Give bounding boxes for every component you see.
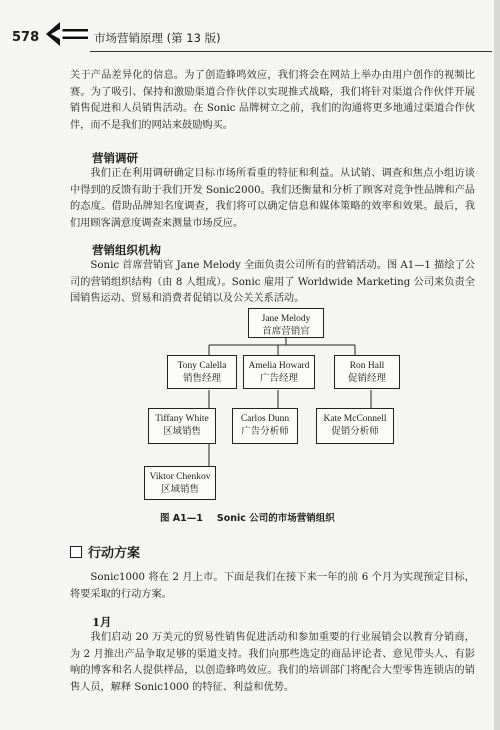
organization-paragraph: Sonic 首席营销官 Jane Melody 全面负责公司所有的营销活动。图 A1—1 描绘了公司的营销组织结构（由 8 人组成）。Sonic 雇用了 Worldwide Marketing 公司来负责全国销售运动、贸易和消费者促销以及公关关系活动。 [70, 260, 475, 304]
running-header [12, 20, 492, 54]
org-node-name: Jane Melody [261, 314, 311, 324]
org-node-advertising-manager [243, 355, 315, 389]
org-node-promo-analyst [316, 408, 394, 444]
org-node-regional-sales-1 [148, 408, 216, 444]
arrow-left-icon [44, 20, 88, 48]
book-title: 市场营销原理 (第 13 版) [94, 31, 221, 45]
action-plan-title: 行动方案 [88, 546, 141, 561]
header-rule [90, 51, 492, 52]
intro-paragraph: 关于产品差异化的信息。为了创造蜂鸣效应，我们将会在网站上举办由用户创作的视频比赛。为了吸引、保持和激励渠道合作伙伴以实现推式战略，我们将针对渠道合作伙伴开展销售促进和人员销售活动。在 Sonic 品牌树立之前，我们的沟通将更多地通过渠道合作伙伴，而不是我们的网站来鼓励购买。 [70, 70, 475, 131]
figure-caption-text: Sonic 公司的市场营销组织 [216, 513, 335, 524]
org-node-name: Viktor Chenkov [149, 472, 211, 482]
org-node-title: 广告经理 [259, 374, 298, 384]
org-node-name: Amelia Howard [248, 361, 310, 371]
org-node-title: 销售经理 [182, 374, 221, 384]
action-plan-intro: Sonic1000 将在 2 月上市。下面是我们在接下来一年的前 6 个月为实现预定目标，将要采取的行动方案。 [70, 572, 475, 600]
section-heading-research: 营销调研 [92, 151, 138, 165]
org-node-title: 区域销售 [160, 485, 199, 495]
org-node-name: Carlos Dunn [240, 414, 290, 424]
figure-caption [160, 510, 335, 524]
january-paragraph: 我们启动 20 万美元的贸易性销售促进活动和参加重要的行业展销会以教育分销商，为 2 月推出产品争取足够的渠道支持。我们向那些选定的商品评论者、意见带头人、有影响的博客和名人提供样品，以创造蜂鸣效应。我们的培训部门将配合大型零售连锁店的销售人员，解释 Sonic1000 的特征、利益和优势。 [70, 632, 475, 693]
org-node-name: Ron Hall [349, 361, 385, 371]
section-heading-organization: 营销组织机构 [92, 243, 161, 257]
org-node-title: 广告分析师 [241, 427, 289, 437]
org-node-promotion-manager [334, 355, 400, 389]
org-node-title: 促销经理 [347, 374, 386, 384]
org-node-title: 首席营销官 [262, 327, 310, 337]
org-node-name: Tiffany White [155, 414, 209, 424]
org-node-name: Kate McConnell [323, 414, 387, 424]
month-heading-january: 1月 [92, 615, 112, 629]
section-heading-action-plan [70, 542, 140, 561]
research-paragraph: 我们正在利用调研确定目标市场所看重的特征和利益。从试销、调查和焦点小组访谈中得到的反馈有助于我们开发 Sonic2000。我们还衡量和分析了顾客对竞争性品牌和产品的态度。借助品牌知名度调查，我们将可以确定信息和媒体策略的效率和效果。最后，我们用顾客满意度调查来测量市场反应。 [70, 168, 475, 229]
square-bullet-icon [70, 546, 82, 558]
org-node-ad-analyst [232, 408, 298, 444]
org-node-ceo [248, 308, 324, 338]
org-node-name: Tony Calella [177, 361, 227, 371]
org-node-title: 促销分析师 [331, 427, 379, 437]
org-node-sales-manager [167, 355, 237, 389]
org-node-regional-sales-2 [144, 466, 216, 500]
org-node-title: 区域销售 [162, 427, 201, 437]
page-number: 578 [12, 30, 40, 45]
figure-label: 图 A1—1 [160, 513, 203, 524]
